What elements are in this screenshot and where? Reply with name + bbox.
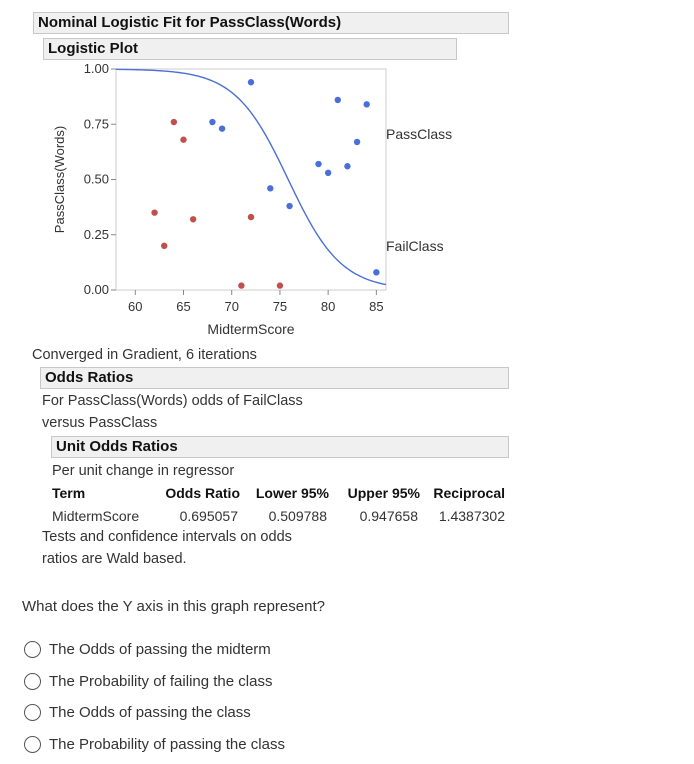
x-tick-label: 80 [320,299,336,314]
odds-ratio-table [52,482,505,528]
odds-desc-line2: versus PassClass [42,415,158,431]
data-point-passclass [325,170,331,176]
odds-ratios-header[interactable]: Odds Ratios [40,367,509,389]
cell-reciprocal: 1.4387302 [438,508,505,524]
data-point-passclass [267,185,273,191]
y-tick-label: 0.75 [83,116,109,132]
col-upper95: Upper 95% [347,485,420,501]
data-point-failclass [171,119,177,125]
plot-frame [116,69,386,290]
cell-upper95: 0.947658 [359,508,418,524]
data-point-passclass [364,101,370,107]
data-point-failclass [161,243,167,249]
x-tick-label: 75 [272,299,288,314]
converged-text: Converged in Gradient, 6 iterations [32,347,257,363]
data-point-passclass [248,79,254,85]
data-point-failclass [238,282,244,288]
option-odds-passing-midterm[interactable] [24,638,271,660]
col-odds-ratio: Odds Ratio [165,485,240,501]
data-point-failclass [248,214,254,220]
cell-term: MidtermScore [52,508,140,524]
y-tick-label: 0.00 [83,282,109,297]
data-point-passclass [354,139,360,145]
data-point-failclass [277,282,283,288]
unit-odds-header[interactable]: Unit Odds Ratios [51,436,509,458]
radio-button[interactable] [24,641,41,658]
data-point-failclass [180,137,186,143]
cell-odds-ratio: 0.695057 [179,508,238,524]
option-label: The Probability of passing the class [49,735,285,753]
x-tick-label: 60 [128,299,143,314]
data-point-failclass [190,216,196,222]
x-tick-label: 65 [176,299,191,314]
tests-line2: ratios are Wald based. [42,551,187,567]
col-term: Term [52,485,86,501]
option-prob-failing-class[interactable] [24,670,272,692]
tests-line1: Tests and confidence intervals on odds [42,529,292,545]
option-odds-passing-class[interactable] [24,701,251,723]
data-point-passclass [335,97,341,103]
data-point-passclass [219,125,225,131]
y-tick-label: 0.25 [83,226,109,242]
option-label: The Odds of passing the midterm [49,640,271,658]
data-point-passclass [373,269,379,275]
report-title[interactable]: Nominal Logistic Fit for PassClass(Words) [33,12,509,34]
legend-passclass: PassClass [386,126,453,142]
data-point-failclass [151,209,157,215]
col-lower95: Lower 95% [255,485,329,501]
x-tick-label: 70 [224,299,239,314]
option-prob-passing-class[interactable] [24,733,285,755]
legend-failclass: FailClass [386,238,444,254]
y-tick-label: 0.50 [83,171,109,187]
logistic-plot-header[interactable]: Logistic Plot [43,38,457,60]
x-tick-label: 85 [369,299,384,314]
question-prompt: What does the Y axis in this graph represent? [22,598,325,615]
odds-desc-line1: For PassClass(Words) odds of FailClass [42,393,303,409]
x-axis-label: MidtermScore [207,321,295,337]
data-point-passclass [286,203,292,209]
radio-button[interactable] [24,673,41,690]
table-header-row [52,482,505,504]
option-label: The Probability of failing the class [49,672,273,690]
col-reciprocal: Reciprocal [433,485,505,501]
cell-lower95: 0.509788 [268,508,327,524]
y-tick-label: 1.00 [83,61,109,76]
logistic-plot [0,0,694,345]
table-row [52,504,505,528]
radio-button[interactable] [24,704,41,721]
y-axis-label: PassClass(Words) [52,125,67,234]
data-point-passclass [315,161,321,167]
data-point-passclass [209,119,215,125]
data-point-passclass [344,163,350,169]
radio-button[interactable] [24,736,41,753]
option-label: The Odds of passing the class [49,703,251,721]
per-unit-text: Per unit change in regressor [52,463,235,479]
